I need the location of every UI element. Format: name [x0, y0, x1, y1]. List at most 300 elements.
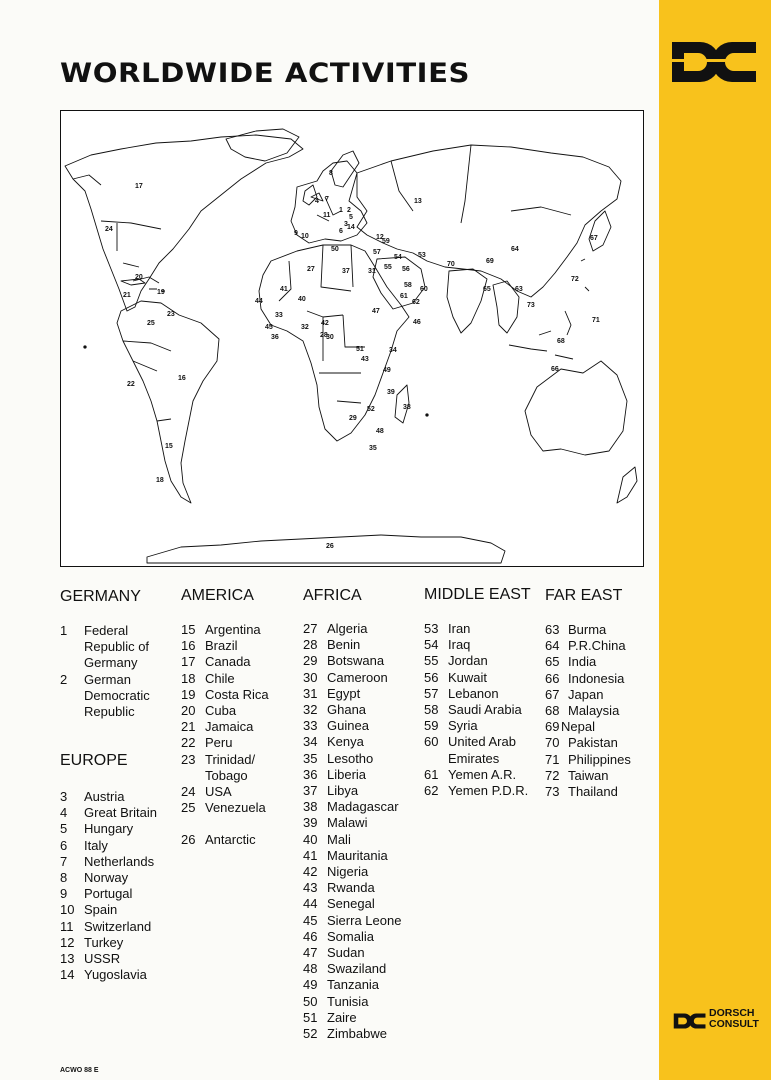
- item-number: 70: [545, 735, 560, 751]
- list-item: [60, 902, 172, 918]
- item-number: 52: [303, 1026, 318, 1042]
- item-country-name: Canada: [205, 654, 251, 670]
- list-item: [303, 994, 418, 1010]
- item-country-name: USSR: [84, 951, 121, 967]
- middle-east-list: [424, 621, 539, 799]
- map-label-21: 21: [123, 292, 131, 299]
- item-country-name: Zimbabwe: [327, 1026, 387, 1042]
- map-label-2: 2: [347, 207, 351, 214]
- map-label-51: 51: [356, 346, 364, 353]
- map-label-20: 20: [135, 274, 143, 281]
- list-item: [181, 784, 293, 800]
- item-number: 37: [303, 783, 318, 799]
- list-item: [60, 935, 172, 951]
- item-number: 61: [424, 766, 439, 782]
- item-number: 34: [303, 734, 318, 750]
- item-country-name: Japan: [568, 686, 604, 702]
- map-label-15: 15: [165, 443, 173, 450]
- map-label-18: 18: [156, 477, 164, 484]
- item-number: 47: [303, 945, 318, 961]
- map-label-61: 61: [400, 293, 408, 300]
- item-country-name: Spain: [84, 902, 118, 918]
- map-label-48: 48: [376, 428, 384, 435]
- germany-list: [60, 623, 172, 720]
- list-item: [545, 719, 653, 735]
- list-item: [181, 800, 293, 816]
- item-country-name: Zaire: [327, 1009, 357, 1025]
- map-label-66: 66: [551, 366, 559, 373]
- item-number: 55: [424, 653, 439, 669]
- item-number: 53: [424, 621, 439, 636]
- item-number: 18: [181, 670, 196, 686]
- item-country-name: Argentina: [205, 622, 261, 637]
- list-item: [303, 767, 418, 783]
- item-country-name: Switzerland: [84, 918, 152, 934]
- item-number: 33: [303, 718, 318, 734]
- map-label-27: 27: [307, 266, 315, 273]
- item-country-name: Botswana: [327, 653, 385, 669]
- map-label-60: 60: [420, 286, 428, 293]
- item-number: 67: [545, 686, 560, 702]
- list-item: [545, 752, 653, 768]
- item-number: 38: [303, 799, 318, 815]
- map-label-58: 58: [404, 282, 412, 289]
- list-item: [424, 783, 539, 799]
- list-item: [303, 686, 418, 702]
- map-label-50: 50: [331, 246, 339, 253]
- item-country-name: Tanzania: [327, 977, 380, 993]
- map-label-69: 69: [486, 258, 494, 265]
- list-item: [424, 718, 539, 734]
- item-number: 35: [303, 750, 318, 766]
- map-label-7: 7: [325, 196, 329, 203]
- item-country-name: Libya: [327, 783, 359, 799]
- map-label-64: 64: [511, 246, 519, 253]
- item-number: 32: [303, 702, 318, 718]
- item-number: 25: [181, 800, 196, 816]
- item-country-name: Sudan: [327, 945, 365, 961]
- item-number: 31: [303, 685, 318, 701]
- region-heading-africa: AFRICA: [303, 587, 362, 604]
- map-label-4: 4: [315, 198, 319, 205]
- list-item: [60, 672, 172, 721]
- item-number: 15: [181, 622, 196, 637]
- list-item: [60, 870, 172, 886]
- list-item: [60, 623, 172, 672]
- list-item: [303, 718, 418, 734]
- map-label-11: 11: [323, 212, 331, 219]
- item-country-name: Jamaica: [205, 719, 254, 735]
- item-country-name: Burma: [568, 622, 607, 637]
- map-label-32: 32: [301, 324, 309, 331]
- item-number: 16: [181, 638, 196, 654]
- list-item: [60, 805, 172, 821]
- item-country-name: Ghana: [327, 702, 367, 718]
- item-number: 9: [60, 886, 68, 902]
- item-country-name: Benin: [327, 637, 361, 653]
- map-label-47: 47: [372, 308, 380, 315]
- item-country-name: Antarctic: [205, 832, 256, 848]
- item-number: 66: [545, 670, 560, 686]
- item-number: 71: [545, 751, 560, 767]
- item-country-name: Rwanda: [327, 880, 375, 896]
- item-country-name: Pakistan: [568, 735, 618, 751]
- item-number: 7: [60, 853, 68, 869]
- item-number: 42: [303, 864, 318, 880]
- item-country-name: Brazil: [205, 638, 238, 654]
- list-item: [424, 702, 539, 718]
- item-number: 49: [303, 977, 318, 993]
- item-country-name: Swaziland: [327, 961, 387, 977]
- list-item: [303, 929, 418, 945]
- map-label-71: 71: [592, 317, 600, 324]
- list-item: [60, 854, 172, 870]
- item-country-name: Philippines: [568, 751, 631, 767]
- item-number: 27: [303, 621, 318, 636]
- item-number: 73: [545, 784, 560, 800]
- list-item: [181, 752, 293, 784]
- list-item: [303, 945, 418, 961]
- item-number: 22: [181, 735, 196, 751]
- item-number: 20: [181, 703, 196, 719]
- item-country-name: Cameroon: [327, 669, 388, 685]
- item-number: 43: [303, 880, 318, 896]
- list-item: [303, 1026, 418, 1042]
- list-item: [424, 637, 539, 653]
- map-label-49: 49: [383, 367, 391, 374]
- map-label-42: 42: [321, 320, 329, 327]
- item-country-name: Malawi: [327, 815, 368, 831]
- item-country-name: Yugoslavia: [84, 967, 147, 983]
- map-label-55: 55: [384, 264, 392, 271]
- item-number: 1: [60, 623, 68, 638]
- item-number: 50: [303, 993, 318, 1009]
- item-number: 11: [60, 918, 74, 934]
- map-label-52: 52: [367, 406, 375, 413]
- dc-monogram-logo: [670, 36, 760, 88]
- map-label-65: 65: [483, 286, 491, 293]
- map-label-68: 68: [557, 338, 565, 345]
- list-item: [60, 951, 172, 967]
- map-label-3: 3: [344, 221, 348, 228]
- item-number: 60: [424, 734, 439, 750]
- item-country-name: Syria: [448, 718, 478, 734]
- list-item: [181, 638, 293, 654]
- map-label-43: 43: [361, 356, 369, 363]
- map-label-35: 35: [369, 445, 377, 452]
- item-number: 65: [545, 654, 560, 670]
- map-label-31: 31: [368, 268, 376, 275]
- map-label-24: 24: [105, 226, 113, 233]
- map-label-46: 46: [413, 319, 421, 326]
- item-number: 58: [424, 702, 439, 718]
- item-country-name: USA: [205, 784, 232, 800]
- map-label-33: 33: [275, 312, 283, 319]
- list-item: [303, 751, 418, 767]
- item-country-name: Thailand: [568, 784, 618, 800]
- item-number: 54: [424, 637, 439, 653]
- item-country-name: Lebanon: [448, 685, 499, 701]
- list-item: [303, 734, 418, 750]
- list-item: [545, 622, 653, 638]
- list-item: [303, 832, 418, 848]
- item-country-name: Mauritania: [327, 847, 388, 863]
- item-country-name: Jordan: [448, 653, 488, 669]
- list-item: [303, 702, 418, 718]
- map-label-29: 29: [349, 415, 357, 422]
- item-number: 64: [545, 638, 560, 654]
- item-number: 17: [181, 654, 196, 670]
- item-number: 26: [181, 832, 196, 848]
- item-country-name: Cuba: [205, 703, 237, 719]
- list-item: [181, 654, 293, 670]
- item-number: 39: [303, 815, 318, 831]
- list-item: [303, 653, 418, 669]
- map-label-13: 13: [414, 198, 422, 205]
- item-country-name: Turkey: [84, 934, 124, 950]
- item-country-name: Tunisia: [327, 993, 369, 1009]
- list-item: [424, 621, 539, 637]
- map-label-28: 28: [320, 332, 328, 339]
- map-label-40: 40: [298, 296, 306, 303]
- item-country-name: United Arab Emirates: [448, 734, 516, 766]
- list-item: [545, 638, 653, 654]
- item-country-name: Iraq: [448, 637, 471, 653]
- map-label-25: 25: [147, 320, 155, 327]
- item-number: 62: [424, 783, 439, 799]
- list-item: [424, 670, 539, 686]
- item-country-name: Algeria: [327, 621, 368, 636]
- map-label-57: 57: [373, 249, 381, 256]
- list-item: [424, 734, 539, 766]
- map-label-8: 8: [329, 170, 333, 177]
- brand-line2: CONSULT: [709, 1018, 759, 1030]
- item-number: 12: [60, 934, 75, 950]
- item-number: 57: [424, 685, 439, 701]
- list-item: [303, 977, 418, 993]
- list-item: [60, 821, 172, 837]
- item-country-name: Lesotho: [327, 750, 374, 766]
- list-item: [424, 767, 539, 783]
- map-label-23: 23: [167, 311, 175, 318]
- item-country-name: Kuwait: [448, 669, 488, 685]
- item-country-name: Nepal: [561, 719, 595, 735]
- list-item: [303, 783, 418, 799]
- item-country-name: Hungary: [84, 821, 134, 837]
- item-country-name: Federal Republic of Germany: [84, 623, 150, 671]
- item-country-name: Great Britain: [84, 805, 157, 821]
- map-label-72: 72: [571, 276, 579, 283]
- item-number: 21: [181, 719, 196, 735]
- item-country-name: Netherlands: [84, 853, 155, 869]
- map-label-37: 37: [342, 268, 350, 275]
- map-label-39: 39: [387, 389, 395, 396]
- list-item: [303, 815, 418, 831]
- list-item: [303, 864, 418, 880]
- item-country-name: Yemen A.R.: [448, 766, 517, 782]
- page-title: WORLDWIDE ACTIVITIES: [60, 58, 471, 89]
- list-item: [545, 784, 653, 800]
- item-number: 2: [60, 671, 68, 687]
- document-code: ACWO 88 E: [60, 1067, 99, 1074]
- list-item: [545, 703, 653, 719]
- list-item: [303, 961, 418, 977]
- item-country-name: Indonesia: [568, 670, 625, 686]
- map-label-6: 6: [339, 228, 343, 235]
- map-label-63: 63: [515, 286, 523, 293]
- item-country-name: Peru: [205, 735, 233, 751]
- item-number: 41: [303, 847, 318, 863]
- list-item: [424, 686, 539, 702]
- map-label-56: 56: [402, 266, 410, 273]
- map-label-17: 17: [135, 183, 143, 190]
- item-number: 3: [60, 789, 68, 804]
- world-map: [60, 110, 644, 567]
- item-country-name: India: [568, 654, 597, 670]
- item-country-name: Norway: [84, 870, 129, 886]
- item-country-name: Iran: [448, 621, 471, 636]
- item-country-name: Egypt: [327, 685, 361, 701]
- list-item: [181, 671, 293, 687]
- map-label-9: 9: [294, 230, 298, 237]
- list-item: [303, 670, 418, 686]
- item-number: 19: [181, 686, 196, 702]
- list-item: [60, 789, 172, 805]
- map-label-36: 36: [271, 334, 279, 341]
- item-country-name: Liberia: [327, 766, 367, 782]
- list-item: [303, 621, 418, 637]
- list-item: [303, 896, 418, 912]
- item-country-name: Italy: [84, 837, 108, 853]
- item-country-name: Costa Rica: [205, 686, 269, 702]
- item-country-name: P.R.China: [568, 638, 626, 654]
- map-label-70: 70: [447, 261, 455, 268]
- item-country-name: Venezuela: [205, 800, 266, 816]
- region-heading-middle-east: MIDDLE EAST: [424, 586, 531, 603]
- item-number: 63: [545, 622, 560, 637]
- list-item: [303, 880, 418, 896]
- item-number: 48: [303, 961, 318, 977]
- region-heading-germany: GERMANY: [60, 588, 141, 605]
- list-item: [545, 735, 653, 751]
- item-country-name: Malaysia: [568, 703, 620, 719]
- item-number: 29: [303, 653, 318, 669]
- map-label-5: 5: [349, 214, 353, 221]
- list-item: [60, 967, 172, 983]
- list-item: [424, 653, 539, 669]
- list-item: [303, 848, 418, 864]
- item-number: 46: [303, 928, 318, 944]
- item-country-name: Saudi Arabia: [448, 702, 522, 718]
- map-label-59: 59: [382, 238, 390, 245]
- map-label-14: 14: [347, 224, 355, 231]
- far-east-list: [545, 622, 653, 800]
- list-item: [545, 671, 653, 687]
- list-item: [181, 622, 293, 638]
- item-number: 13: [60, 951, 75, 967]
- item-country-name: Madagascar: [327, 799, 399, 815]
- list-item: [181, 719, 293, 735]
- item-country-name: Yemen P.D.R.: [448, 783, 529, 799]
- item-number: 23: [181, 751, 196, 767]
- item-country-name: German Democratic Republic: [84, 671, 150, 720]
- map-label-16: 16: [178, 375, 186, 382]
- map-label-1: 1: [339, 207, 343, 214]
- map-label-30: 30: [326, 334, 334, 341]
- map-label-34: 34: [389, 347, 397, 354]
- list-item: [303, 1010, 418, 1026]
- item-country-name: Somalia: [327, 928, 374, 944]
- list-item: [303, 637, 418, 653]
- yellow-side-strip: [659, 0, 771, 1080]
- list-item: [545, 654, 653, 670]
- list-item: [303, 799, 418, 815]
- list-item: [181, 687, 293, 703]
- item-country-name: Sierra Leone: [327, 912, 402, 928]
- list-item: [545, 687, 653, 703]
- item-number: 10: [60, 902, 75, 918]
- list-item: [60, 919, 172, 935]
- item-number: 68: [545, 703, 560, 719]
- item-number: 51: [303, 1009, 318, 1025]
- item-country-name: Senegal: [327, 896, 375, 912]
- item-number: 69: [545, 719, 560, 735]
- map-label-62: 62: [412, 299, 420, 306]
- item-country-name: Portugal: [84, 886, 133, 902]
- europe-list: [60, 789, 172, 983]
- map-label-53: 53: [418, 252, 426, 259]
- list-item: [545, 768, 653, 784]
- item-number: 24: [181, 784, 196, 800]
- item-number: 56: [424, 669, 439, 685]
- map-label-19: 19: [157, 289, 165, 296]
- item-country-name: Austria: [84, 789, 125, 804]
- list-item: [60, 838, 172, 854]
- list-item: [181, 832, 293, 848]
- region-heading-america: AMERICA: [181, 587, 254, 604]
- map-label-12: 12: [376, 234, 384, 241]
- dorsch-consult-logo: [673, 1008, 763, 1038]
- item-country-name: Taiwan: [568, 767, 609, 783]
- item-number: 4: [60, 805, 68, 821]
- item-country-name: Nigeria: [327, 864, 369, 880]
- africa-list: [303, 621, 418, 1042]
- region-heading-far-east: FAR EAST: [545, 587, 623, 604]
- map-label-41: 41: [280, 286, 288, 293]
- item-number: 72: [545, 767, 560, 783]
- item-number: 14: [60, 967, 75, 983]
- brand-line1: DORSCH: [709, 1007, 755, 1019]
- map-label-26: 26: [326, 543, 334, 550]
- america-list: [181, 622, 293, 849]
- item-country-name: Mali: [327, 831, 351, 847]
- map-label-73: 73: [527, 302, 535, 309]
- list-item: [60, 886, 172, 902]
- region-heading-europe: EUROPE: [60, 752, 128, 769]
- list-item: [181, 703, 293, 719]
- map-label-67: 67: [590, 235, 598, 242]
- item-number: 8: [60, 870, 68, 886]
- item-number: 28: [303, 637, 318, 653]
- item-number: 36: [303, 766, 318, 782]
- item-number: 6: [60, 837, 68, 853]
- item-number: 44: [303, 896, 318, 912]
- map-label-54: 54: [394, 254, 402, 261]
- item-number: 59: [424, 718, 439, 734]
- item-country-name: Trinidad/ Tobago: [205, 751, 256, 783]
- map-label-22: 22: [127, 381, 135, 388]
- map-label-45: 45: [265, 324, 273, 331]
